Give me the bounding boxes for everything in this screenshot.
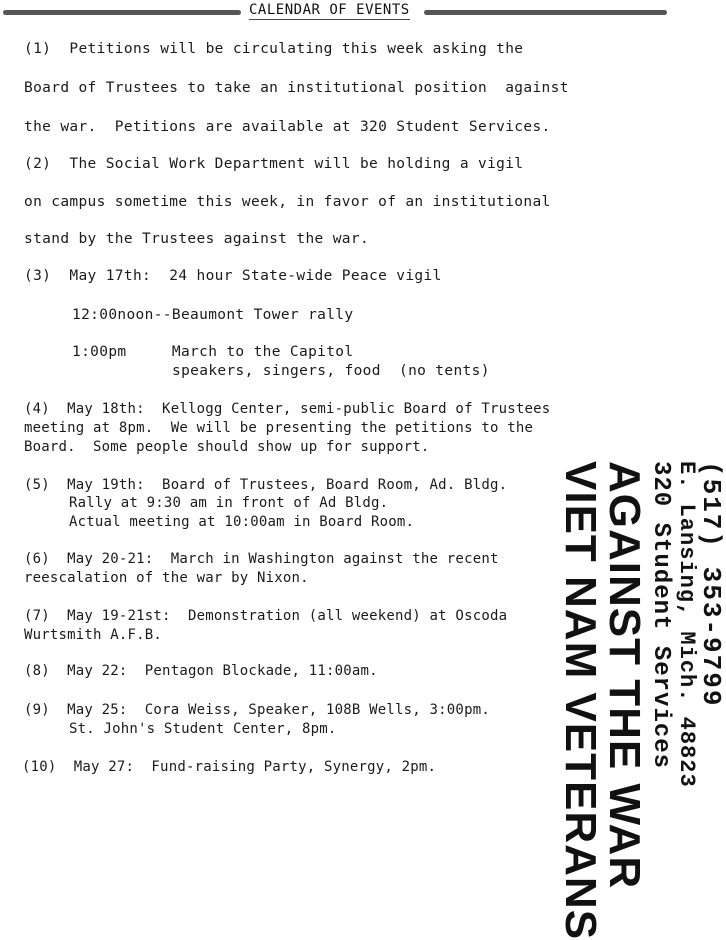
item-5-line-2: Rally at 9:30 am in front of Ad Bldg. [69,495,389,511]
item-2-line-2: on campus sometime this week, in favor of an institutional [24,194,551,210]
item-9-line-2: St. John's Student Center, 8pm. [69,721,337,737]
item-1-line-3: the war. Petitions are available at 320 Student Services. [24,119,551,135]
header-rule-right [424,10,667,15]
item-10-line-1: (10) May 27: Fund-raising Party, Synergy, 2pm. [22,759,437,775]
stamp-line-5: (517) 353-9799 [696,461,726,708]
item-4-line-3: Board. Some people should show up for support. [24,439,430,455]
item-4-line-2: meeting at 8pm. We will be presenting the petitions to the [24,420,534,436]
item-5-line-1: (5) May 19th: Board of Trustees, Board Room, Ad. Bldg. [24,477,508,493]
item-5-line-3: Actual meeting at 10:00am in Board Room. [69,514,415,530]
item-2-line-1: (2) The Social Work Department will be holding a vigil [24,156,524,172]
page-title: CALENDAR OF EVENTS [249,2,410,18]
stamp-line-3: 320 Student Services [647,461,674,770]
item-3-line-2: 12:00noon--Beaumont Tower rally [72,307,354,323]
item-6-line-1: (6) May 20-21: March in Washington against the recent [24,551,499,567]
item-1-line-2: Board of Trustees to take an institutional position against [24,80,569,96]
organization-stamp [553,455,726,940]
item-7-line-1: (7) May 19-21st: Demonstration (all weekend) at Oscoda [24,608,508,624]
item-4-line-1: (4) May 18th: Kellogg Center, semi-public Board of Trustees [24,401,551,417]
stamp-line-4: E. Lansing, Mich. 48823 [674,461,699,788]
header-rule-left [3,10,241,15]
stamp-line-2: AGAINST THE WAR [600,461,649,890]
item-2-line-3: stand by the Trustees against the war. [24,231,370,247]
item-3-line-3: 1:00pm March to the Capitol [72,344,354,360]
stamp-line-1: VIET NAM VETERANS [556,461,605,940]
item-6-line-2: reescalation of the war by Nixon. [24,570,309,586]
item-7-line-2: Wurtsmith A.F.B. [24,627,163,643]
item-3-line-4: speakers, singers, food (no tents) [172,363,490,379]
item-1-line-1: (1) Petitions will be circulating this week asking the [24,41,524,57]
item-9-line-1: (9) May 25: Cora Weiss, Speaker, 108B Wells, 3:00pm. [24,702,490,718]
item-3-line-1: (3) May 17th: 24 hour State-wide Peace vigil [24,268,442,284]
item-8-line-1: (8) May 22: Pentagon Blockade, 11:00am. [24,663,378,679]
